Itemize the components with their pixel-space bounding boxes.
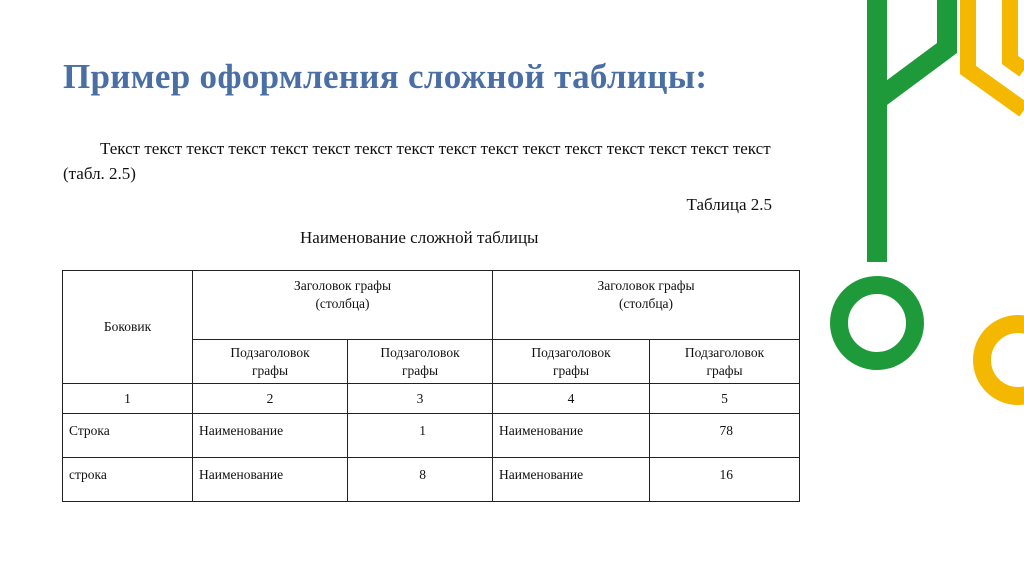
row-stub-cell: Строка: [63, 414, 193, 458]
table-cell: Наименование: [193, 458, 348, 502]
subheader-text: Подзаголовок графы: [380, 344, 460, 378]
subheader-text: Подзаголовок графы: [684, 344, 765, 378]
subheader-text: Подзаголовок графы: [230, 344, 310, 378]
group-header-text: Заголовок графы (столбца): [597, 278, 695, 311]
subheader-cell: [493, 340, 650, 384]
body-paragraph: Текст текст текст текст текст текст текст текст текст текст текст текст текст текст текст текст (табл. 2.5): [63, 139, 771, 183]
table-caption: Наименование сложной таблицы: [300, 228, 539, 247]
table-cell: 8: [348, 458, 493, 502]
subheader-cell: [650, 340, 800, 384]
row-stub-cell: строка: [63, 458, 193, 502]
group-header-text: Заголовок графы (столбца): [293, 278, 392, 311]
column-number-cell: 3: [348, 384, 493, 414]
column-number-cell: 1: [63, 384, 193, 414]
table-row: [63, 414, 800, 458]
table-header-row: [63, 271, 800, 340]
column-number-row: [63, 384, 800, 414]
subheader-cell: [348, 340, 493, 384]
green-trace-icon: [877, 0, 947, 100]
table-cell: 78: [650, 414, 800, 458]
table-cell: Наименование: [493, 414, 650, 458]
yellow-ring-icon: [982, 324, 1024, 396]
column-number-cell: 2: [193, 384, 348, 414]
yellow-trace-right-icon: [1010, 0, 1024, 70]
table-cell: 1: [348, 414, 493, 458]
complex-table: [62, 270, 800, 502]
green-ring-icon: [839, 285, 915, 361]
table-cell: 16: [650, 458, 800, 502]
group-header-cell: [193, 271, 493, 340]
column-number-cell: 5: [650, 384, 800, 414]
column-number-cell: 4: [493, 384, 650, 414]
stub-header-cell: Боковик: [63, 271, 193, 384]
subheader-cell: [193, 340, 348, 384]
table-cell: Наименование: [193, 414, 348, 458]
group-header-cell: [493, 271, 800, 340]
table-number: Таблица 2.5: [686, 195, 772, 214]
slide-title: Пример оформления сложной таблицы:: [63, 57, 708, 96]
table-row: [63, 458, 800, 502]
table-cell: Наименование: [493, 458, 650, 502]
subheader-text: Подзаголовок графы: [531, 344, 611, 378]
